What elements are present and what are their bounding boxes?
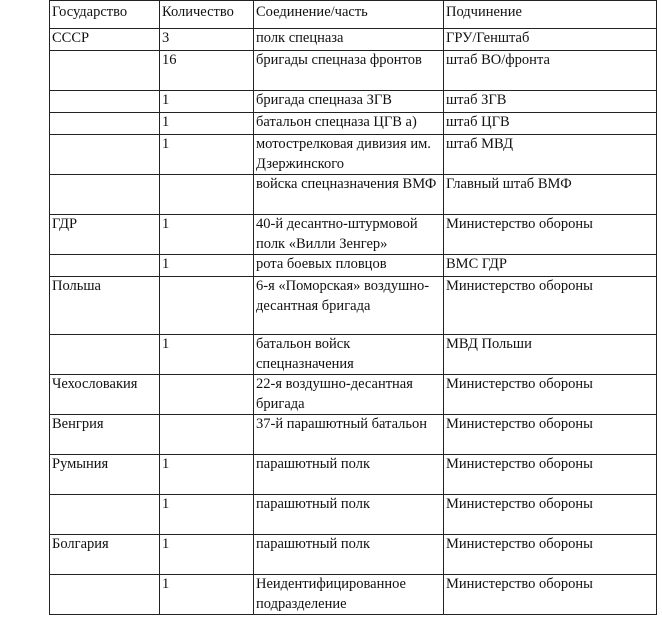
cell-country: Болгария [50,535,160,575]
cell-subordination: Министерство обороны [444,455,657,495]
cell-subordination: МВД Польши [444,335,657,375]
cell-unit: 22-я воздушно-десантная бригада [254,375,444,415]
cell-unit: рота боевых пловцов [254,255,444,277]
cell-subordination: штаб ВО/фронта [444,51,657,91]
cell-subordination: Министерство обороны [444,575,657,615]
cell-country: СССР [50,29,160,51]
table-row [50,575,657,615]
table-row [50,495,657,535]
cell-unit: Неидентифицированное подразделение [254,575,444,615]
cell-country: Польша [50,277,160,335]
cell-unit: парашютный полк [254,455,444,495]
cell-country [50,175,160,215]
cell-quantity: 1 [160,113,254,135]
cell-subordination: штаб ЦГВ [444,113,657,135]
header-subordination: Подчинение [444,1,657,29]
cell-unit: 37-й парашютный батальон [254,415,444,455]
cell-unit: мотострелковая дивизия им. Дзержинского [254,135,444,175]
cell-quantity: 1 [160,575,254,615]
cell-country: Чехословакия [50,375,160,415]
cell-quantity: 1 [160,535,254,575]
cell-country: ГДР [50,215,160,255]
table-row [50,535,657,575]
header-unit: Соединение/часть [254,1,444,29]
header-row [50,1,657,29]
header-country: Государство [50,1,160,29]
cell-country [50,575,160,615]
cell-quantity: 1 [160,495,254,535]
cell-subordination: штаб МВД [444,135,657,175]
cell-quantity: 1 [160,335,254,375]
cell-country [50,135,160,175]
cell-quantity: 1 [160,455,254,495]
cell-quantity: 16 [160,51,254,91]
table-row [50,51,657,91]
cell-unit: парашютный полк [254,495,444,535]
table-row [50,91,657,113]
cell-unit: батальон спецназа ЦГВ а) [254,113,444,135]
cell-unit: бригада спецназа ЗГВ [254,91,444,113]
cell-country [50,51,160,91]
cell-unit: парашютный полк [254,535,444,575]
table-row [50,113,657,135]
cell-subordination: штаб ЗГВ [444,91,657,113]
table-row [50,455,657,495]
table-row [50,375,657,415]
cell-subordination: Министерство обороны [444,375,657,415]
table-row [50,415,657,455]
cell-quantity [160,175,254,215]
cell-unit: 6-я «Поморская» воздушно-десантная бригада [254,277,444,335]
units-table [49,0,657,615]
cell-subordination: ГРУ/Генштаб [444,29,657,51]
cell-country [50,495,160,535]
cell-country [50,255,160,277]
table-row [50,135,657,175]
cell-unit: батальон войск спецназначения [254,335,444,375]
cell-quantity [160,375,254,415]
table-row [50,255,657,277]
cell-country [50,335,160,375]
cell-quantity: 1 [160,135,254,175]
table-row [50,335,657,375]
cell-subordination: Министерство обороны [444,535,657,575]
cell-subordination: Министерство обороны [444,277,657,335]
cell-quantity: 1 [160,255,254,277]
cell-subordination: Министерство обороны [444,215,657,255]
table-row [50,215,657,255]
cell-unit: бригады спецназа фронтов [254,51,444,91]
cell-quantity [160,415,254,455]
table-row [50,29,657,51]
table-row [50,175,657,215]
cell-subordination: Главный штаб ВМФ [444,175,657,215]
cell-country: Румыния [50,455,160,495]
table-row [50,277,657,335]
cell-quantity [160,277,254,335]
header-quantity: Количество [160,1,254,29]
cell-subordination: Министерство обороны [444,415,657,455]
cell-country: Венгрия [50,415,160,455]
cell-quantity: 1 [160,215,254,255]
cell-unit: полк спецназа [254,29,444,51]
cell-quantity: 1 [160,91,254,113]
cell-unit: 40-й десантно-штурмовой полк «Вилли Зенгер» [254,215,444,255]
cell-country [50,91,160,113]
cell-unit: войска спецназначения ВМФ [254,175,444,215]
cell-country [50,113,160,135]
cell-quantity: 3 [160,29,254,51]
cell-subordination: ВМС ГДР [444,255,657,277]
cell-subordination: Министерство обороны [444,495,657,535]
